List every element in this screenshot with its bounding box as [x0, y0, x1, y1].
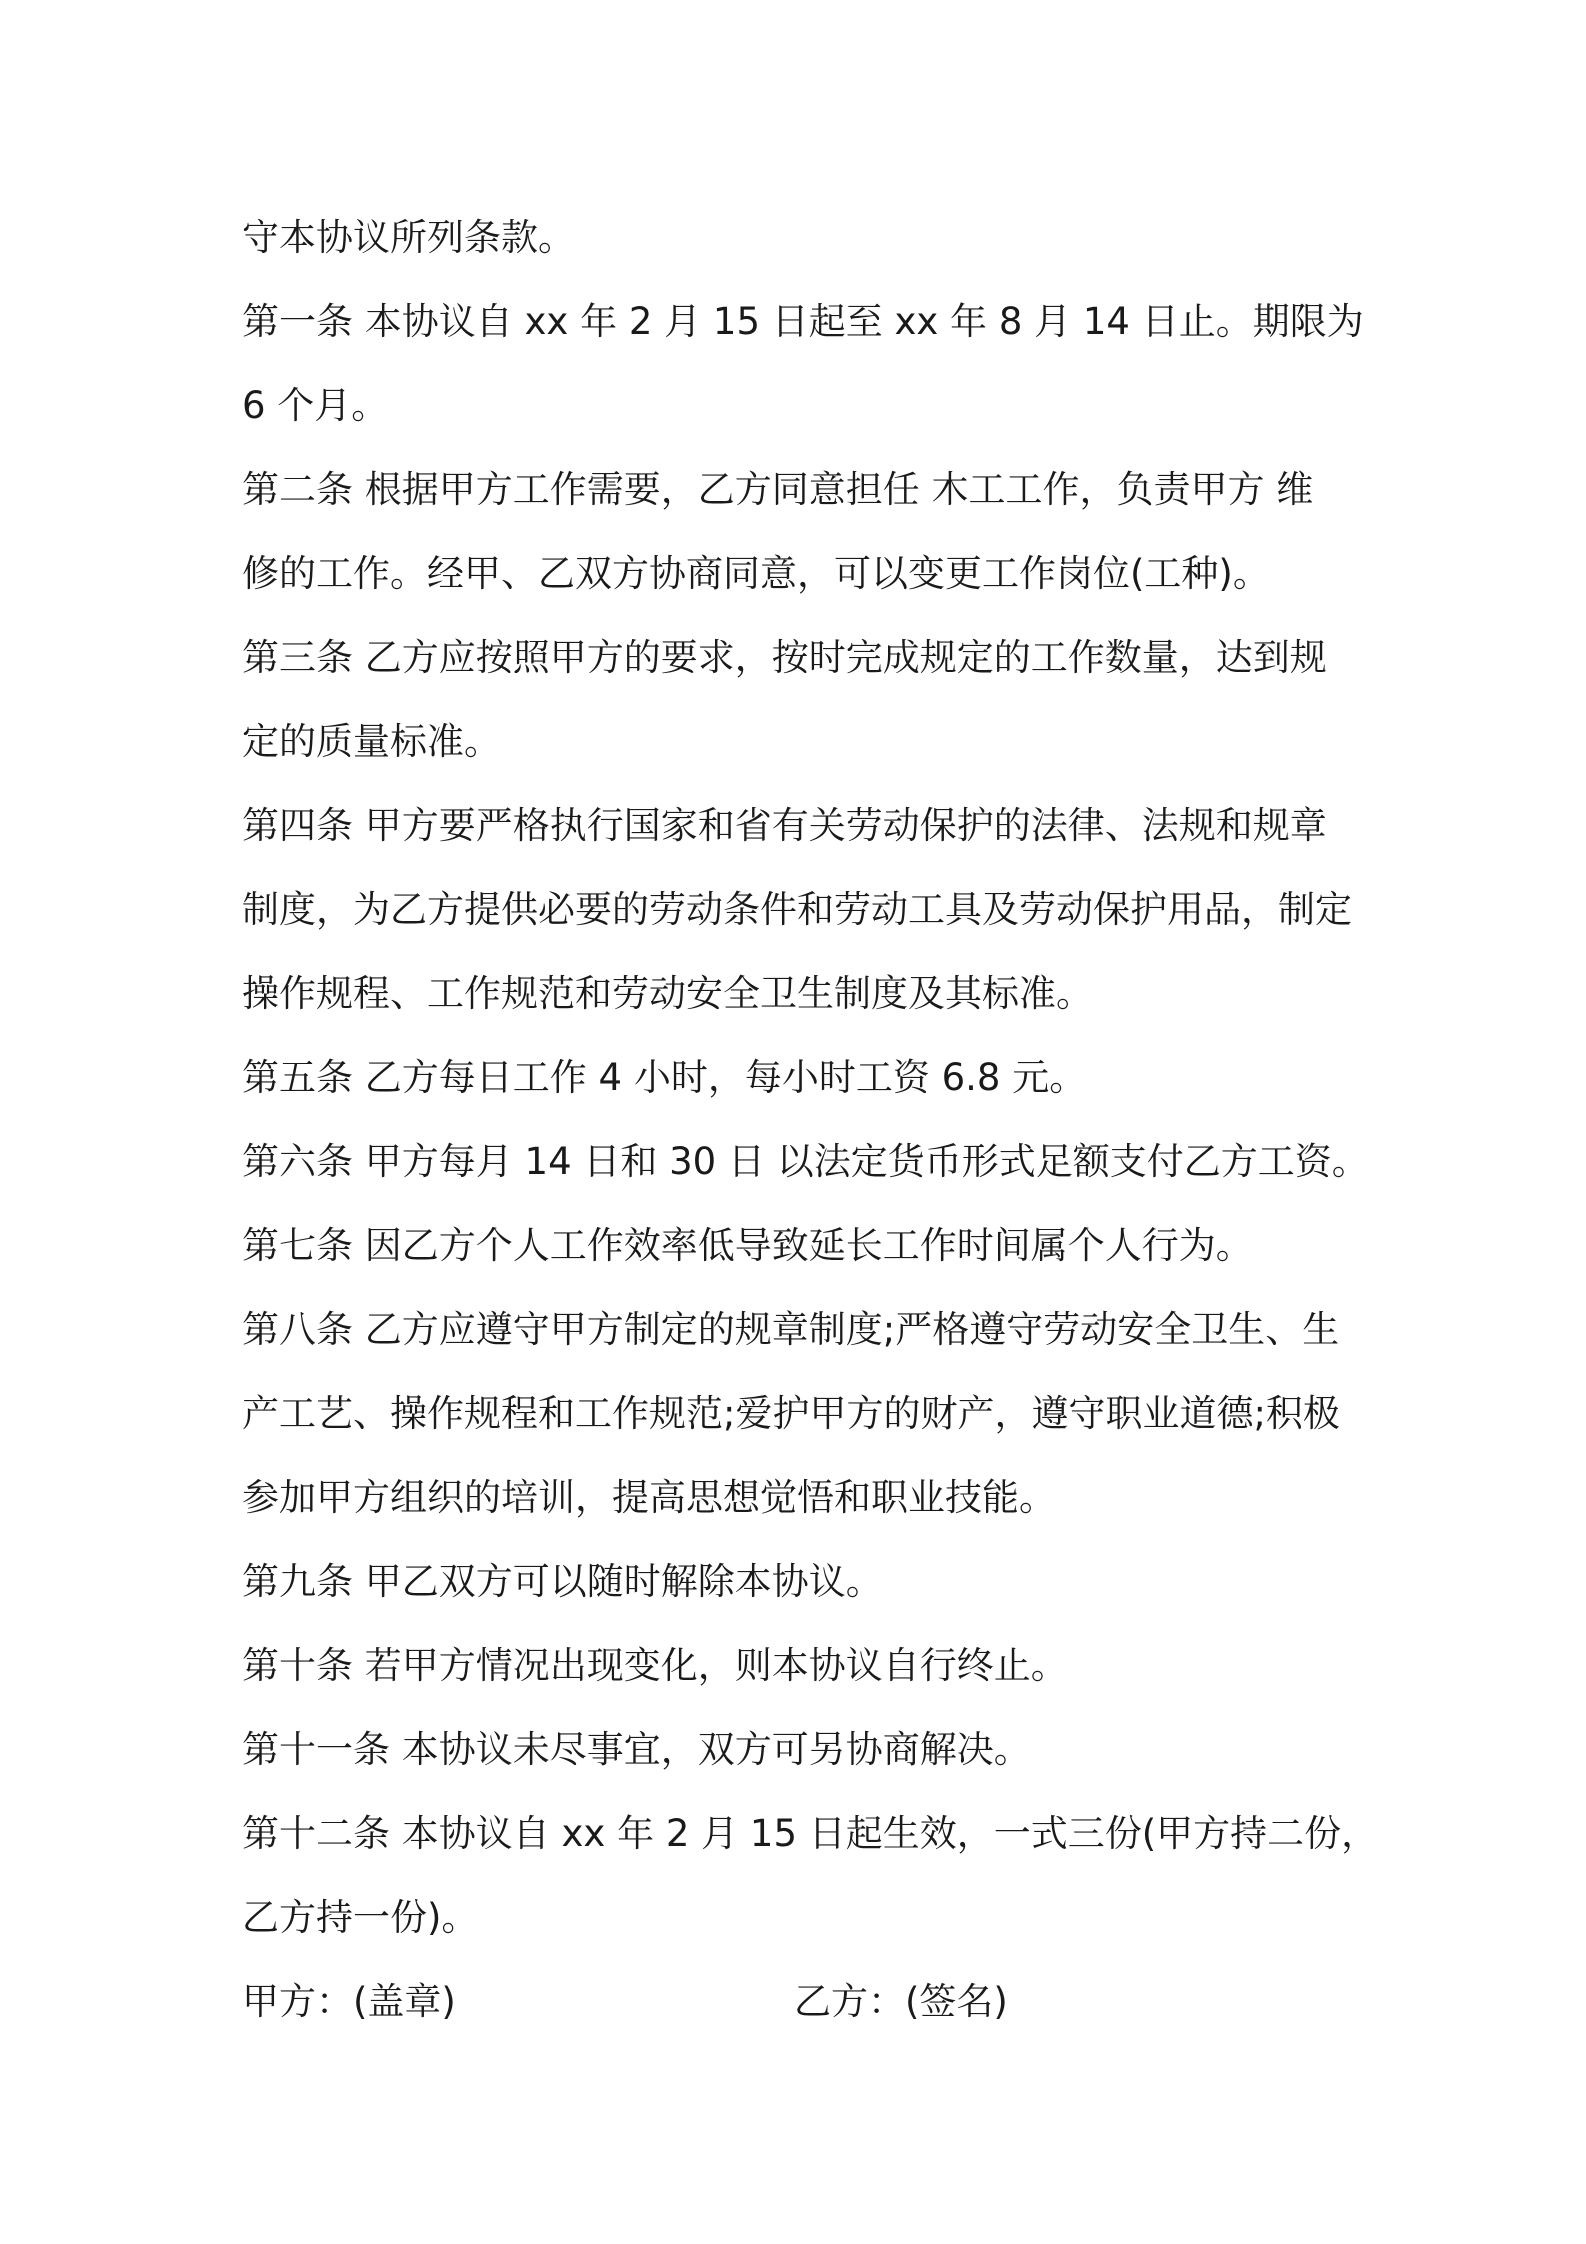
text-line: 定的质量标准。	[242, 720, 501, 763]
clause-8: 第八条 乙方应遵守甲方制定的规章制度;严格遵守劳动安全卫生、生	[242, 1308, 1340, 1351]
text-line: 产工艺、操作规程和工作规范;爱护甲方的财产，遵守职业道德;积极	[242, 1392, 1340, 1435]
agreement-body	[242, 196, 1382, 2044]
clause-5: 第五条 乙方每日工作 4 小时，每小时工资 6.8 元。	[242, 1056, 1087, 1099]
clause-12: 第十二条 本协议自 xx 年 2 月 15 日起生效，一式三份(甲方持二份，	[242, 1812, 1379, 1855]
text-line: 操作规程、工作规范和劳动安全卫生制度及其标准。	[242, 972, 1093, 1015]
clause-4: 第四条 甲方要严格执行国家和省有关劳动保护的法律、法规和规章	[242, 804, 1327, 847]
text-line: 修的工作。经甲、乙双方协商同意，可以变更工作岗位(工种)。	[242, 552, 1270, 595]
signature-row	[242, 1960, 1382, 2044]
text-line: 守本协议所列条款。	[242, 216, 575, 259]
text-line: 乙方持一份)。	[242, 1896, 479, 1939]
clause-3: 第三条 乙方应按照甲方的要求，按时完成规定的工作数量，达到规	[242, 636, 1327, 679]
clause-1: 第一条 本协议自 xx 年 2 月 15 日起至 xx 年 8 月 14 日止。期限为	[242, 300, 1364, 343]
clause-9: 第九条 甲乙双方可以随时解除本协议。	[242, 1560, 883, 1603]
clause-6: 第六条 甲方每月 14 日和 30 日 以法定货币形式足额支付乙方工资。	[242, 1140, 1369, 1183]
text-line: 参加甲方组织的培训，提高思想觉悟和职业技能。	[242, 1476, 1056, 1519]
party-b-signature-label: 乙方：(签名)	[794, 1980, 1008, 2023]
party-a-seal-label: 甲方：(盖章)	[242, 1980, 456, 2023]
clause-11: 第十一条 本协议未尽事宜，双方可另协商解决。	[242, 1728, 1031, 1771]
clause-10: 第十条 若甲方情况出现变化，则本协议自行终止。	[242, 1644, 1068, 1687]
text-line: 制度，为乙方提供必要的劳动条件和劳动工具及劳动保护用品，制定	[242, 888, 1352, 931]
text-line: 6 个月。	[242, 384, 389, 427]
clause-2: 第二条 根据甲方工作需要，乙方同意担任 木工工作，负责甲方 维	[242, 468, 1314, 511]
clause-7: 第七条 因乙方个人工作效率低导致延长工作时间属个人行为。	[242, 1224, 1253, 1267]
